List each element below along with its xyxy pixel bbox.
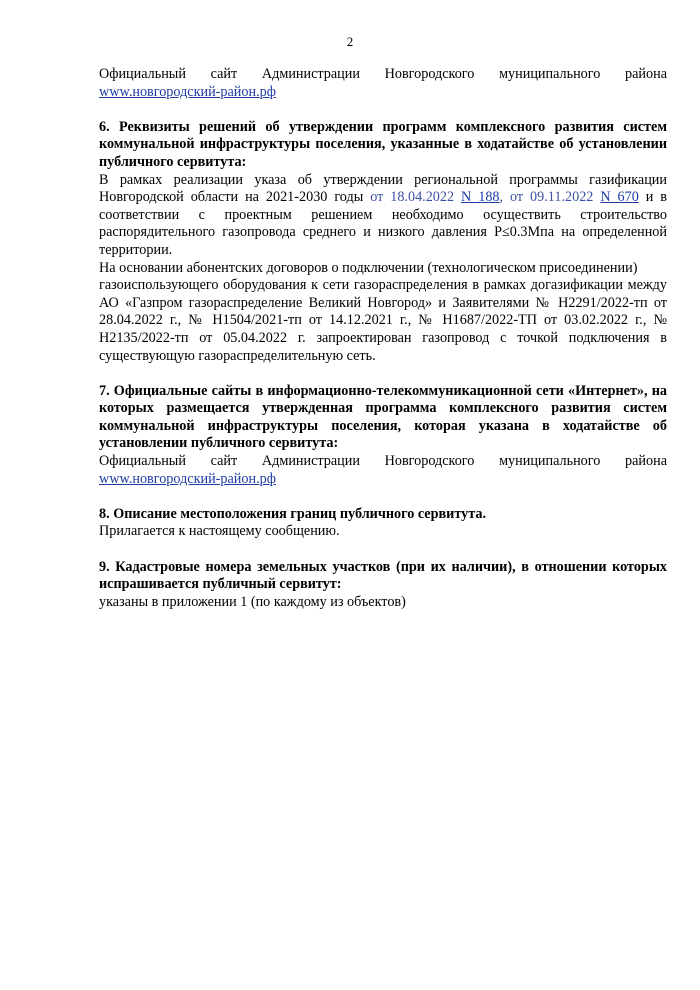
decree-link-188[interactable]: N 188: [461, 189, 500, 206]
section-8-heading: 8. Описание местоположения границ публичного сервитута.: [99, 505, 486, 522]
decree-date-1: от 18.04.2022: [370, 189, 462, 206]
section-7-heading: 7. Официальные сайты в информационно-телекоммуникационной сети «Интернет», на которых размещается утвержденная программа комплексного развития систем коммунальной инфраструктуры поселения, которая указана в ходатайстве об установлении публичного сервитута:: [99, 382, 667, 452]
section-9-heading: 9. Кадастровые номера земельных участков (при их наличии), в отношении которых испрашивается публичный сервитут:: [99, 558, 667, 593]
section-9-text: указаны в приложении 1 (по каждому из объектов): [99, 593, 406, 610]
official-site-line: [99, 84, 667, 102]
section-6-paragraph-2: газоиспользующего оборудования к сети газораспределения в рамках догазификации между АО «Газпром газораспределение Великий Новгород» и Заявителями № Н2291/2022-тп от 28.04.2022 г., № Н1504/2021-тп от 14.12.2021 г., № Н1687/2022-ТП от 03.02.2022 г., № Н2135/2022-тп от 05.04.2022 г. запроектирован газопровод с точкой подключения в существующую газораспределительную сеть.: [99, 277, 667, 364]
document-body: [99, 66, 667, 611]
section-7-site-text: Официальный сайт Администрации Новгородского муниципального района: [99, 453, 667, 470]
official-site-block-top: [99, 66, 667, 101]
page-number: 2: [346, 34, 354, 49]
section-6: [99, 119, 667, 365]
section-7-site-link[interactable]: www.новгородский-район.рф: [99, 470, 276, 487]
official-site-text: Официальный сайт Администрации Новгородского муниципального района: [99, 66, 667, 82]
section-6-paragraph-2-line-1: На основании абонентских договоров о подключении (технологическом присоединении): [99, 259, 638, 276]
section-6-paragraph-1: В рамках реализации указа об утверждении региональной программы газификации Новгородской области на 2021-2030 годы от 18.04.2022 N 188, от 09.11.2022 N 670 и в соответствии с проектным решением необходимо осуществить строительство распорядительного газопровода среднего и низкого давления P≤0.3Мпа на определенной территории.: [99, 171, 667, 258]
section-9: [99, 559, 667, 612]
section-7-site-line: [99, 471, 667, 489]
section-8-text: Прилагается к настоящему сообщению.: [99, 523, 340, 540]
section-6-heading: 6. Реквизиты решений об утверждении программ комплексного развития систем коммунальной инфраструктуры поселения, указанные в ходатайстве об установлении публичного сервитута:: [99, 118, 667, 170]
section-7: [99, 383, 667, 489]
decree-date-2: , от 09.11.2022: [499, 189, 601, 206]
section-8: [99, 506, 667, 541]
decree-link-670[interactable]: N 670: [600, 189, 639, 206]
official-site-link[interactable]: www.новгородский-район.рф: [99, 83, 276, 100]
